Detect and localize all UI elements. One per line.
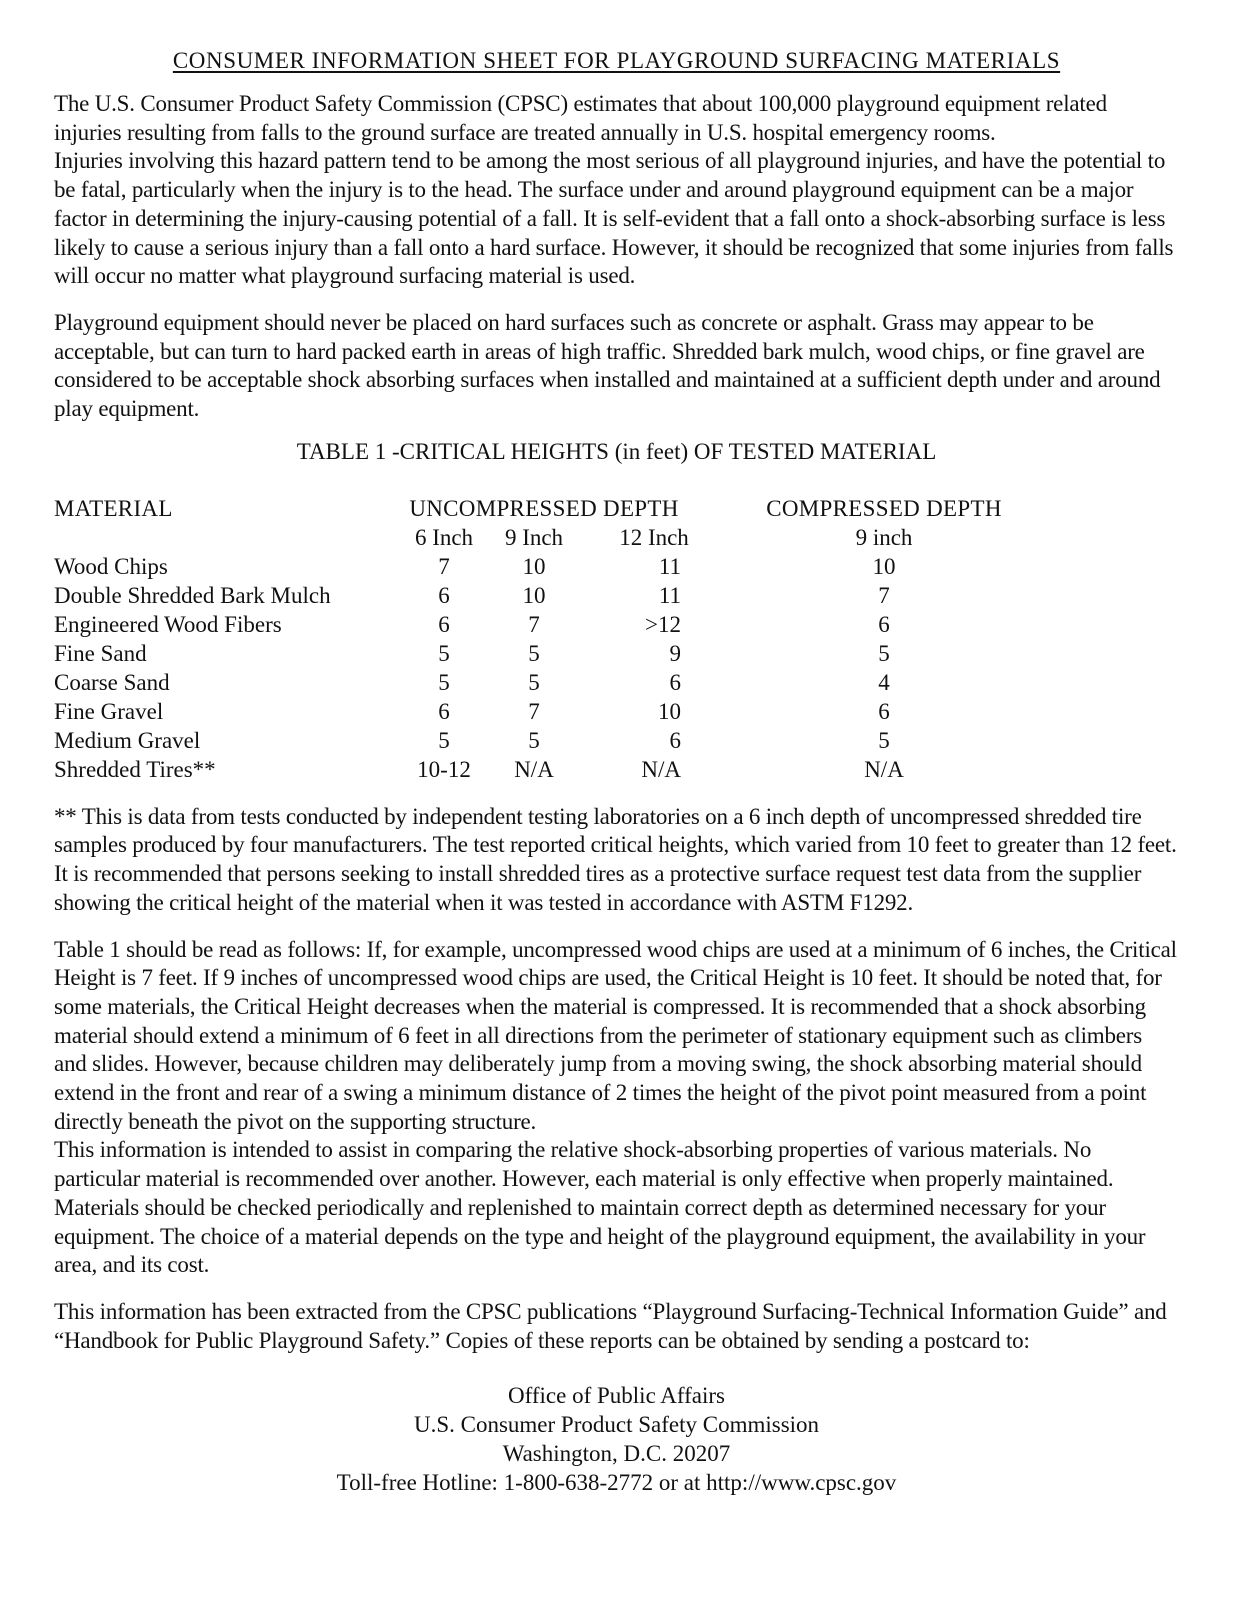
cell-uncompressed-6: 7: [438, 553, 450, 579]
header-material: MATERIAL: [54, 495, 173, 521]
cell-compressed-9: 6: [878, 611, 890, 637]
cell-compressed-9: N/A: [864, 756, 904, 782]
contact-address-block: [54, 1381, 1179, 1497]
cell-material: Shredded Tires**: [54, 756, 216, 782]
cell-uncompressed-9: 7: [528, 611, 540, 637]
document-page: [54, 46, 1179, 1497]
header-uncompressed-depth: UNCOMPRESSED DEPTH: [409, 495, 679, 521]
table-row: [54, 581, 1179, 610]
cell-uncompressed-6: 6: [438, 611, 450, 637]
cell-uncompressed-9: 5: [528, 727, 540, 753]
cell-material: Coarse Sand: [54, 669, 170, 695]
cell-material: Medium Gravel: [54, 727, 201, 753]
intro-paragraph-1: The U.S. Consumer Product Safety Commission (CPSC) estimates that about 100,000 playground equipment related injuries resulting from falls to the ground surface are treated annually in U.S. hospital emergency rooms.: [54, 91, 1107, 145]
address-line-office: Office of Public Affairs: [508, 1383, 725, 1409]
subheader-9-inch: 9 Inch: [504, 524, 564, 550]
intro-paragraph-2: Injuries involving this hazard pattern tend to be among the most serious of all playground injuries, and have the potential to be fatal, particularly when the injury is to the head. The surface under and around playground equipment can be a major factor in determining the injury-causing potential of a fall. It is self-evident that a fall onto a shock-absorbing surface is less likely to cause a serious injury than a fall onto a hard surface. However, it should be recognized that some injuries from falls will occur no matter what playground surfacing material is used.: [54, 148, 1174, 289]
cell-uncompressed-6: 10-12: [417, 756, 471, 782]
table-explanation-paragraph: Table 1 should be read as follows: If, for example, uncompressed wood chips are used at a minimum of 6 inches, the Critical Height is 7 feet. If 9 inches of uncompressed wood chips are used, the Critical Height is 10 feet. It should be noted that, for some materials, the Critical Height decreases when the material is compressed. It is recommended that a shock absorbing material should extend a minimum of 6 feet in all directions from the perimeter of stationary equipment such as climbers and slides. However, because children may deliberately jump from a moving swing, the shock absorbing material should extend in the front and rear of a swing a minimum distance of 2 times the height of the pivot point measured from a point directly beneath the pivot on the supporting structure.: [54, 936, 1177, 1134]
cell-uncompressed-12: 11: [658, 553, 681, 579]
cell-material: Double Shredded Bark Mulch: [54, 582, 331, 608]
cell-uncompressed-12: 6: [669, 727, 681, 753]
subheader-compressed-9-inch: 9 inch: [855, 524, 913, 550]
table-row: [54, 726, 1179, 755]
cell-uncompressed-9: 5: [528, 669, 540, 695]
cell-uncompressed-6: 5: [438, 640, 450, 666]
cell-uncompressed-6: 6: [438, 582, 450, 608]
address-line-commission: U.S. Consumer Product Safety Commission: [413, 1412, 820, 1438]
table-row: [54, 697, 1179, 726]
cell-uncompressed-12: N/A: [641, 756, 681, 782]
table-row: [54, 639, 1179, 668]
cell-compressed-9: 7: [878, 582, 890, 608]
cell-uncompressed-12: 10: [658, 698, 681, 724]
table-subheader-row: [54, 523, 1179, 552]
cell-compressed-9: 10: [872, 553, 896, 579]
cell-uncompressed-12: 6: [669, 669, 681, 695]
table-row: [54, 755, 1179, 784]
publication-source-paragraph: This information has been extracted from the CPSC publications “Playground Surfacing-Technical Information Guide” and “Handbook for Public Playground Safety.” Copies of these reports can be obtained by sending a postcard to:: [54, 1298, 1167, 1353]
cell-uncompressed-6: 5: [438, 727, 450, 753]
cell-material: Wood Chips: [54, 553, 168, 579]
cell-uncompressed-12: 11: [658, 582, 681, 608]
cell-uncompressed-9: 5: [528, 640, 540, 666]
page-title: CONSUMER INFORMATION SHEET FOR PLAYGROUND SURFACING MATERIALS: [172, 48, 1061, 73]
address-line-hotline: Toll-free Hotline: 1-800-638-2772 or at http://www.cpsc.gov: [336, 1470, 897, 1496]
table-header-row: [54, 494, 1179, 523]
cell-uncompressed-9: 7: [528, 698, 540, 724]
table-title: TABLE 1 -CRITICAL HEIGHTS (in feet) OF TESTED MATERIAL: [296, 438, 937, 464]
table-row: [54, 552, 1179, 581]
cell-uncompressed-12: 9: [669, 640, 681, 666]
cell-uncompressed-9: N/A: [514, 756, 554, 782]
cell-uncompressed-12: >12: [645, 611, 681, 637]
cell-uncompressed-6: 6: [438, 698, 450, 724]
cell-compressed-9: 5: [878, 727, 890, 753]
cell-compressed-9: 5: [878, 640, 890, 666]
address-line-city: Washington, D.C. 20207: [502, 1441, 731, 1467]
cell-compressed-9: 6: [878, 698, 890, 724]
material-comparison-paragraph: This information is intended to assist in comparing the relative shock-absorbing properties of various materials. No particular material is recommended over another. However, each material is only effective when properly maintained. Materials should be checked periodically and replenished to maintain correct depth as determined necessary for your equipment. The choice of a material depends on the type and height of the playground equipment, the availability in your area, and its cost.: [54, 1137, 1146, 1278]
cell-uncompressed-9: 10: [522, 553, 546, 579]
cell-material: Engineered Wood Fibers: [54, 611, 282, 637]
cell-material: Fine Sand: [54, 640, 147, 666]
critical-heights-table: [54, 494, 1179, 794]
footnote-paragraph: ** This is data from tests conducted by independent testing laboratories on a 6 inch depth of uncompressed shredded tire samples produced by four manufacturers. The test reported critical heights, which varied from 10 feet to greater than 12 feet. It is recommended that persons seeking to install shredded tires as a protective surface request test data from the supplier showing the critical height of the material when it was tested in accordance with ASTM F1292.: [54, 803, 1177, 915]
cell-compressed-9: 4: [878, 669, 890, 695]
table-row: [54, 668, 1179, 697]
cell-material: Fine Gravel: [54, 698, 164, 724]
surface-guidance-paragraph: Playground equipment should never be placed on hard surfaces such as concrete or asphalt. Grass may appear to be acceptable, but can turn to hard packed earth in areas of high traffic. Shredded bark mulch, wood chips, or fine gravel are considered to be acceptable shock absorbing surfaces when installed and maintained at a sufficient depth under and around play equipment.: [54, 309, 1161, 422]
cell-uncompressed-9: 10: [522, 582, 546, 608]
cell-uncompressed-6: 5: [438, 669, 450, 695]
table-row: [54, 610, 1179, 639]
subheader-6-inch: 6 Inch: [414, 524, 474, 550]
subheader-12-inch: 12 Inch: [619, 524, 689, 550]
header-compressed-depth: COMPRESSED DEPTH: [766, 495, 1002, 521]
